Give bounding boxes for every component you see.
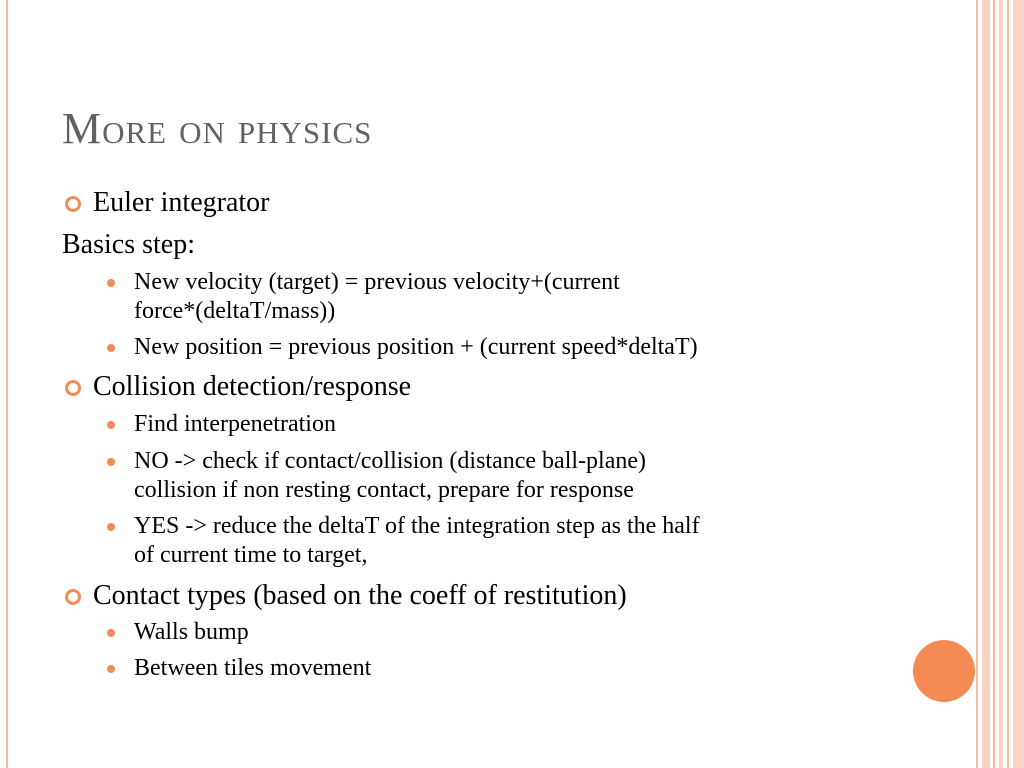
sub-bullet-line: YES -> reduce the deltaT of the integration step as the half bbox=[134, 513, 700, 539]
sub-bullet-item bbox=[134, 618, 249, 647]
sub-bullet-line: Between tiles movement bbox=[134, 655, 372, 681]
bullet-item: Euler integrator bbox=[93, 187, 270, 218]
decorative-circle bbox=[913, 640, 975, 702]
sub-bullet-item bbox=[134, 333, 698, 362]
bullet-dot-icon bbox=[107, 629, 115, 637]
bullet-item: Collision detection/response bbox=[93, 371, 412, 402]
sub-bullet-item bbox=[134, 268, 620, 326]
bullet-ring-icon bbox=[65, 589, 81, 605]
sub-bullet-line: New velocity (target) = previous velocity+(current bbox=[134, 269, 620, 295]
sub-bullet-line: of current time to target, bbox=[134, 542, 368, 568]
sub-bullet-line: New position = previous position + (current speed*deltaT) bbox=[134, 334, 698, 360]
bullet-ring-icon bbox=[65, 196, 81, 212]
sub-bullet-line: collision if non resting contact, prepare for response bbox=[134, 477, 634, 503]
sub-bullet-line: Find interpenetration bbox=[134, 411, 336, 437]
sub-bullet-item bbox=[134, 447, 646, 505]
bullet-dot-icon bbox=[107, 458, 115, 466]
bullet-dot-icon bbox=[107, 279, 115, 287]
sub-bullet-line: force*(deltaT/mass)) bbox=[134, 298, 336, 324]
bullet-ring-icon bbox=[65, 380, 81, 396]
slide-title: More on physics bbox=[62, 104, 373, 153]
bullet-dot-icon bbox=[107, 523, 115, 531]
bullet-dot-icon bbox=[107, 344, 115, 352]
sub-bullet-item bbox=[134, 410, 336, 439]
sub-bullet-line: Walls bump bbox=[134, 619, 249, 645]
sub-bullet-line: NO -> check if contact/collision (distance ball-plane) bbox=[134, 448, 647, 474]
sub-bullet-item bbox=[134, 654, 371, 683]
plain-paragraph: Basics step: bbox=[62, 229, 195, 260]
bullet-item: Contact types (based on the coeff of restitution) bbox=[93, 580, 627, 611]
sub-bullet-item bbox=[134, 512, 700, 570]
bullet-dot-icon bbox=[107, 421, 115, 429]
bullet-dot-icon bbox=[107, 665, 115, 673]
